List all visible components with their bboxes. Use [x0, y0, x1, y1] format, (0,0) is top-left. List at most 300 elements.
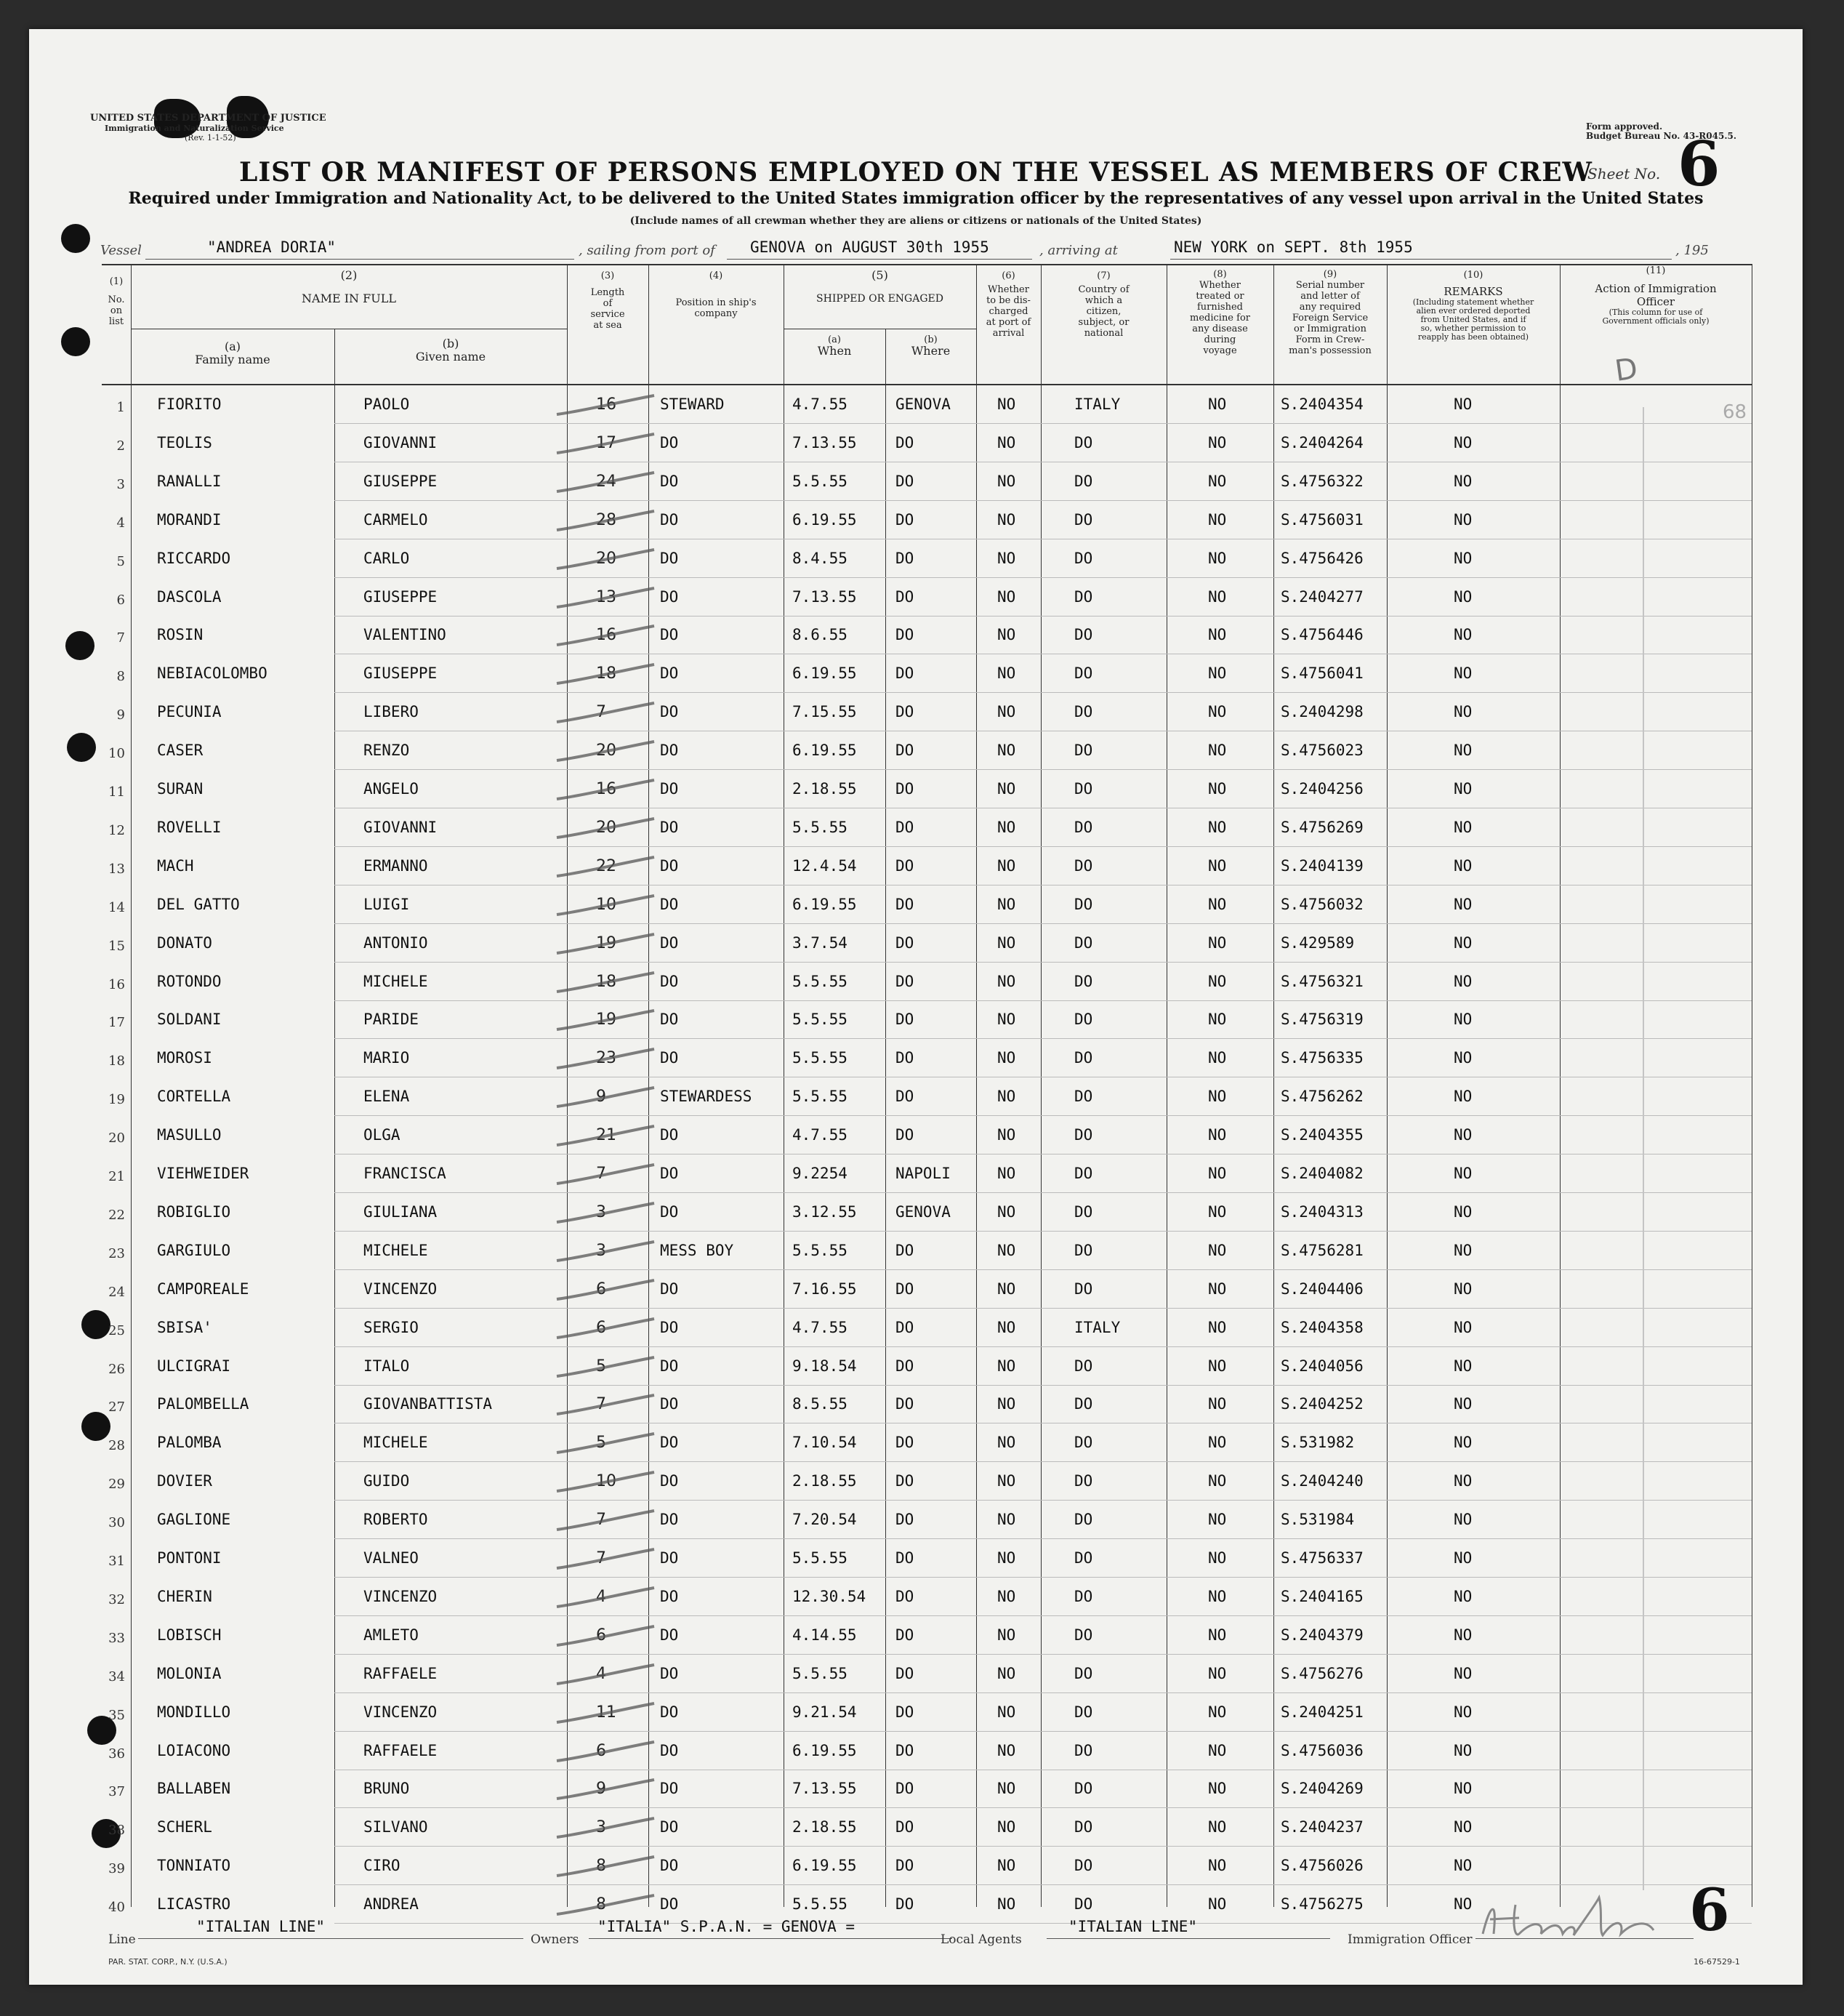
cell-length: 3	[596, 1818, 606, 1837]
manifest-page	[29, 29, 1803, 1985]
cell-position: DO	[660, 1895, 679, 1913]
table-row	[29, 1770, 1803, 1808]
vessel-label: Vessel	[100, 243, 142, 258]
cell-country: DO	[1074, 780, 1093, 798]
cell-discharge: NO	[997, 933, 1016, 952]
cell-serial: S.4756281	[1281, 1241, 1364, 1259]
cell-treated: NO	[1208, 818, 1227, 836]
cell-length: 9	[596, 1780, 606, 1799]
cell-remarks: NO	[1454, 626, 1473, 644]
cell-position: DO	[660, 1472, 679, 1490]
cell-treated: NO	[1208, 1626, 1227, 1644]
cell-given: LIBERO	[363, 703, 419, 721]
cell-when: 5.5.55	[792, 1241, 847, 1259]
cell-where: DO	[895, 856, 914, 875]
cell-where: DO	[895, 587, 914, 606]
cell-family: MONDILLO	[157, 1703, 231, 1721]
table-row	[29, 885, 1803, 924]
cell-where: DO	[895, 818, 914, 836]
cell-given: RAFFAELE	[363, 1664, 438, 1682]
cell-where: DO	[895, 780, 914, 798]
cell-family: VIEHWEIDER	[157, 1165, 249, 1182]
cell-when: 6.19.55	[792, 742, 857, 760]
table-row	[29, 847, 1803, 885]
cell-discharge: NO	[997, 1318, 1016, 1336]
cell-country: DO	[1074, 1857, 1093, 1875]
col-header-line: (2)	[340, 268, 358, 282]
cell-given: SILVANO	[363, 1818, 428, 1836]
cell-country: DO	[1074, 1088, 1093, 1106]
cell-country: ITALY	[1074, 395, 1121, 413]
cell-given: GIOVANNI	[363, 433, 438, 451]
cell-when: 7.13.55	[792, 433, 857, 451]
cell-family: BALLABEN	[157, 1780, 231, 1798]
cell-serial: S.2404355	[1281, 1126, 1364, 1144]
row-number: 24	[108, 1284, 125, 1300]
cell-serial: S.4756026	[1281, 1857, 1364, 1875]
cell-country: DO	[1074, 626, 1093, 644]
cell-position: DO	[660, 1818, 679, 1836]
bottom-sheet-number: 6	[1689, 1876, 1730, 1944]
cell-family: MACH	[157, 856, 194, 875]
row-number: 23	[108, 1245, 125, 1261]
cell-treated: NO	[1208, 1241, 1227, 1259]
cell-family: MOROSI	[157, 1049, 212, 1067]
cell-family: ROTONDO	[157, 972, 222, 990]
row-number: 39	[108, 1861, 125, 1877]
cell-where: DO	[895, 1857, 914, 1875]
table-row	[29, 770, 1803, 808]
table-row	[29, 1693, 1803, 1732]
cell-given: ERMANNO	[363, 856, 428, 875]
col-header-line: No.	[108, 294, 125, 305]
cell-length: 6	[596, 1318, 606, 1337]
table-row	[29, 1193, 1803, 1232]
cell-treated: NO	[1208, 1472, 1227, 1490]
cell-treated: NO	[1208, 1165, 1227, 1182]
cell-length: 10	[596, 1472, 616, 1491]
cell-length: 4	[596, 1587, 606, 1606]
cell-remarks: NO	[1454, 395, 1473, 413]
cell-remarks: NO	[1454, 1088, 1473, 1106]
cell-treated: NO	[1208, 780, 1227, 798]
cell-where: DO	[895, 1088, 914, 1106]
cell-treated: NO	[1208, 1049, 1227, 1067]
table-top-rule	[102, 264, 1752, 265]
cell-serial: S.4756041	[1281, 664, 1364, 683]
cell-family: ROSIN	[157, 626, 204, 644]
cell-treated: NO	[1208, 703, 1227, 721]
row-number: 37	[108, 1784, 125, 1800]
cell-where: DO	[895, 972, 914, 990]
cell-when: 6.19.55	[792, 664, 857, 683]
cell-discharge: NO	[997, 1165, 1016, 1182]
table-row	[29, 1039, 1803, 1077]
cell-position: DO	[660, 1626, 679, 1644]
cell-remarks: NO	[1454, 1241, 1473, 1259]
cell-treated: NO	[1208, 433, 1227, 451]
table-row	[29, 1808, 1803, 1847]
cell-country: DO	[1074, 895, 1093, 913]
cell-country: DO	[1074, 510, 1093, 529]
cell-position: DO	[660, 1741, 679, 1759]
cell-when: 3.12.55	[792, 1202, 857, 1221]
cell-family: NEBIACOLOMBO	[157, 664, 267, 683]
table-row	[29, 1232, 1803, 1270]
col-header-line: during	[1204, 334, 1236, 345]
cell-length: 10	[596, 895, 616, 914]
table-row	[29, 424, 1803, 462]
cell-length: 6	[596, 1626, 606, 1644]
cell-when: 5.5.55	[792, 1011, 847, 1029]
cell-given: ROBERTO	[363, 1511, 428, 1529]
cell-family: TEOLIS	[157, 433, 212, 451]
cell-length: 28	[596, 510, 616, 529]
cell-treated: NO	[1208, 1664, 1227, 1682]
cell-position: DO	[660, 1165, 679, 1182]
cell-given: ANTONIO	[363, 933, 428, 952]
row-number: 31	[108, 1554, 125, 1569]
cell-where: DO	[895, 703, 914, 721]
col-header-line: SHIPPED OR ENGAGED	[816, 293, 943, 305]
row-number: 9	[116, 707, 125, 723]
cell-when: 7.13.55	[792, 1780, 857, 1798]
col-header-line: arrival	[992, 328, 1025, 339]
cell-when: 6.19.55	[792, 510, 857, 529]
cell-discharge: NO	[997, 972, 1016, 990]
cell-length: 11	[596, 1703, 616, 1722]
col-header-treated	[1167, 269, 1273, 356]
cell-country: DO	[1074, 433, 1093, 451]
cell-when: 5.5.55	[792, 1549, 847, 1567]
cell-country: DO	[1074, 933, 1093, 952]
cell-remarks: NO	[1454, 1049, 1473, 1067]
cell-position: DO	[660, 510, 679, 529]
cell-remarks: NO	[1454, 1318, 1473, 1336]
cell-treated: NO	[1208, 510, 1227, 529]
cell-serial: S.4756426	[1281, 549, 1364, 567]
cell-position: DO	[660, 818, 679, 836]
cell-where: DO	[895, 933, 914, 952]
cell-treated: NO	[1208, 1280, 1227, 1298]
cell-length: 8	[596, 1895, 606, 1914]
cell-given: GIUSEPPE	[363, 472, 438, 490]
table-row	[29, 808, 1803, 847]
cell-family: PECUNIA	[157, 703, 222, 721]
table-row	[29, 963, 1803, 1001]
col-header-line: list	[108, 316, 124, 327]
cell-treated: NO	[1208, 1088, 1227, 1106]
cell-treated: NO	[1208, 856, 1227, 875]
cell-when: 3.7.54	[792, 933, 847, 952]
col-header-line: and letter of	[1300, 291, 1360, 302]
cell-given: GIULIANA	[363, 1202, 438, 1221]
cell-position: DO	[660, 1357, 679, 1375]
cell-discharge: NO	[997, 664, 1016, 683]
cell-serial: S.2404269	[1281, 1780, 1364, 1798]
row-number: 21	[108, 1169, 125, 1184]
cell-where: DO	[895, 1280, 914, 1298]
col-header-line: (Including statement whether	[1412, 297, 1534, 307]
table-row	[29, 1616, 1803, 1655]
col-header-line: Serial number	[1295, 280, 1365, 291]
col-header-line: voyage	[1203, 345, 1237, 356]
col-header-line: REMARKS	[1444, 285, 1503, 298]
cell-position: DO	[660, 1202, 679, 1221]
cell-given: MICHELE	[363, 1434, 428, 1452]
form-approved-line-1: Form approved.	[1586, 121, 1663, 132]
cell-discharge: NO	[997, 742, 1016, 760]
cell-given: GIOVANNI	[363, 818, 438, 836]
cell-treated: NO	[1208, 1549, 1227, 1567]
cell-serial: S.531984	[1281, 1511, 1355, 1529]
cell-when: 4.7.55	[792, 395, 847, 413]
cell-position: DO	[660, 1664, 679, 1682]
cell-discharge: NO	[997, 1088, 1016, 1106]
cell-treated: NO	[1208, 664, 1227, 683]
cell-serial: S.2404354	[1281, 395, 1364, 413]
page-title: LIST OR MANIFEST OF PERSONS EMPLOYED ON THE VESSEL AS MEMBERS OF CREW	[239, 157, 1593, 188]
cell-when: 2.18.55	[792, 780, 857, 798]
cell-country: DO	[1074, 1011, 1093, 1029]
footer-agents-value: "ITALIAN LINE"	[1068, 1918, 1198, 1935]
cell-discharge: NO	[997, 510, 1016, 529]
row-number: 4	[116, 515, 125, 531]
cell-country: DO	[1074, 1395, 1093, 1413]
footer-line-label: Line	[108, 1932, 136, 1947]
cell-family: MASULLO	[157, 1126, 222, 1144]
cell-country: DO	[1074, 1357, 1093, 1375]
row-number: 16	[108, 976, 125, 992]
cell-when: 8.6.55	[792, 626, 847, 644]
cell-country: DO	[1074, 1626, 1093, 1644]
cell-serial: S.4756322	[1281, 472, 1364, 490]
cell-where: DO	[895, 1357, 914, 1375]
cell-country: DO	[1074, 1818, 1093, 1836]
cell-treated: NO	[1208, 395, 1227, 413]
cell-serial: S.4756446	[1281, 626, 1364, 644]
vessel-name: "ANDREA DORIA"	[207, 238, 337, 256]
cell-position: DO	[660, 1280, 679, 1298]
table-row	[29, 1501, 1803, 1539]
cell-given: BRUNO	[363, 1780, 410, 1798]
cell-treated: NO	[1208, 972, 1227, 990]
col-header-line: which a	[1084, 295, 1123, 306]
cell-length: 4	[596, 1664, 606, 1683]
cell-position: DO	[660, 1549, 679, 1567]
cell-treated: NO	[1208, 1318, 1227, 1336]
cell-country: DO	[1074, 1165, 1093, 1182]
cell-serial: S.4756032	[1281, 895, 1364, 913]
cell-treated: NO	[1208, 549, 1227, 567]
col-header-line: (a)	[828, 334, 841, 345]
cell-when: 2.18.55	[792, 1818, 857, 1836]
cell-serial: S.429589	[1281, 933, 1355, 952]
col-header-line: Family name	[195, 353, 270, 366]
cell-where: DO	[895, 549, 914, 567]
row-number: 2	[116, 438, 125, 454]
cell-where: DO	[895, 1703, 914, 1721]
cell-country: DO	[1074, 1472, 1093, 1490]
underline	[727, 259, 1032, 260]
cell-when: 9.2254	[792, 1165, 847, 1182]
cell-treated: NO	[1208, 1741, 1227, 1759]
cell-treated: NO	[1208, 472, 1227, 490]
cell-when: 5.5.55	[792, 1895, 847, 1913]
underline	[1047, 1938, 1330, 1939]
table-row	[29, 1462, 1803, 1501]
cell-given: MICHELE	[363, 972, 428, 990]
cell-discharge: NO	[997, 1472, 1016, 1490]
footer-owners-label: Owners	[531, 1932, 579, 1947]
col-header-line: any required	[1299, 302, 1361, 313]
cell-treated: NO	[1208, 895, 1227, 913]
col-header-line: from United States, and if	[1420, 315, 1526, 324]
cell-position: DO	[660, 933, 679, 952]
cell-remarks: NO	[1454, 1357, 1473, 1375]
cell-when: 2.18.55	[792, 1472, 857, 1490]
cell-position: DO	[660, 1780, 679, 1798]
cell-discharge: NO	[997, 1357, 1016, 1375]
table-row	[29, 1000, 1803, 1039]
row-number: 32	[108, 1591, 125, 1607]
col-header-line: alien ever ordered deported	[1416, 306, 1531, 316]
cell-given: SERGIO	[363, 1318, 419, 1336]
row-number: 6	[116, 592, 125, 608]
cell-where: DO	[895, 626, 914, 644]
cell-family: SOLDANI	[157, 1011, 222, 1029]
cell-remarks: NO	[1454, 1664, 1473, 1682]
cell-length: 6	[596, 1741, 606, 1760]
col-header-line: (3)	[600, 270, 615, 281]
col-header-line: Whether	[988, 284, 1029, 295]
row-number: 10	[108, 746, 125, 762]
cell-serial: S.4756319	[1281, 1011, 1364, 1029]
col-header-line: Country of	[1078, 284, 1130, 295]
cell-given: AMLETO	[363, 1626, 419, 1644]
cell-serial: S.2404165	[1281, 1587, 1364, 1605]
cell-country: DO	[1074, 1895, 1093, 1913]
cell-when: 5.5.55	[792, 818, 847, 836]
cell-discharge: NO	[997, 549, 1016, 567]
cell-treated: NO	[1208, 1357, 1227, 1375]
cell-length: 3	[596, 1241, 606, 1260]
col-header-line: any disease	[1192, 324, 1248, 334]
cell-when: 8.5.55	[792, 1395, 847, 1413]
cell-country: DO	[1074, 472, 1093, 490]
cell-treated: NO	[1208, 1434, 1227, 1452]
cell-family: DEL GATTO	[157, 895, 240, 913]
cell-length: 17	[596, 433, 616, 452]
table-row	[29, 1270, 1803, 1309]
cell-length: 5	[596, 1357, 606, 1376]
cell-given: PARIDE	[363, 1011, 419, 1029]
table-row	[29, 654, 1803, 693]
pencil-margin-line	[1643, 407, 1644, 1890]
table-row	[29, 1539, 1803, 1578]
table-row	[29, 1116, 1803, 1154]
cell-where: DO	[895, 1626, 914, 1644]
year-label: , 195	[1675, 243, 1709, 258]
cell-position: DO	[660, 1011, 679, 1029]
cell-given: ANGELO	[363, 780, 419, 798]
col-header-country	[1041, 270, 1167, 339]
col-header-line: furnished	[1197, 302, 1243, 313]
cell-serial: S.4756036	[1281, 1741, 1364, 1759]
cell-when: 6.19.55	[792, 1741, 857, 1759]
cell-family: LICASTRO	[157, 1895, 231, 1913]
cell-country: DO	[1074, 1587, 1093, 1605]
cell-length: 6	[596, 1280, 606, 1298]
cell-where: DO	[895, 1126, 914, 1144]
cell-length: 7	[596, 703, 606, 722]
col-header-line: (b)	[442, 337, 459, 350]
cell-discharge: NO	[997, 1703, 1016, 1721]
cell-length: 5	[596, 1434, 606, 1453]
sailing-port: GENOVA on AUGUST 30th 1955	[750, 238, 989, 256]
cell-discharge: NO	[997, 818, 1016, 836]
cell-position: DO	[660, 742, 679, 760]
col-header-line: subject, or	[1078, 317, 1130, 328]
cell-serial: S.2404056	[1281, 1357, 1364, 1375]
cell-remarks: NO	[1454, 664, 1473, 683]
row-number: 30	[108, 1515, 125, 1531]
cell-given: CIRO	[363, 1857, 400, 1875]
cell-where: DO	[895, 1241, 914, 1259]
cell-family: PALOMBA	[157, 1434, 222, 1452]
table-row	[29, 1385, 1803, 1423]
cell-position: DO	[660, 433, 679, 451]
cell-when: 5.5.55	[792, 972, 847, 990]
cell-serial: S.2404252	[1281, 1395, 1364, 1413]
cell-where: DO	[895, 1587, 914, 1605]
col-header-line: citizen,	[1086, 306, 1122, 317]
cell-serial: S.4756335	[1281, 1049, 1364, 1067]
cell-when: 8.4.55	[792, 549, 847, 567]
col-header-line: (5)	[871, 268, 888, 282]
cell-given: RENZO	[363, 742, 410, 760]
cell-given: VINCENZO	[363, 1280, 438, 1298]
cell-where: DO	[895, 1549, 914, 1567]
cell-position: DO	[660, 1434, 679, 1452]
cell-country: DO	[1074, 1434, 1093, 1452]
col-header-family	[131, 340, 334, 366]
cell-given: VALENTINO	[363, 626, 446, 644]
cell-country: DO	[1074, 818, 1093, 836]
cell-length: 8	[596, 1857, 606, 1876]
cell-treated: NO	[1208, 933, 1227, 952]
col-header-line: Length	[590, 287, 625, 298]
cell-length: 7	[596, 1165, 606, 1183]
table-row	[29, 1309, 1803, 1347]
cell-discharge: NO	[997, 703, 1016, 721]
cell-country: DO	[1074, 1780, 1093, 1798]
cell-given: CARLO	[363, 549, 410, 567]
agency-line-3: (Rev. 1-1-52)	[185, 133, 236, 142]
col-header-position	[648, 270, 784, 319]
cell-length: 16	[596, 626, 616, 645]
cell-position: STEWARDESS	[660, 1088, 752, 1106]
cell-country: DO	[1074, 549, 1093, 567]
cell-position: DO	[660, 856, 679, 875]
cell-remarks: NO	[1454, 1626, 1473, 1644]
col-header-line: Foreign Service	[1292, 313, 1369, 324]
cell-remarks: NO	[1454, 1395, 1473, 1413]
cell-discharge: NO	[997, 1857, 1016, 1875]
cell-position: DO	[660, 1126, 679, 1144]
cell-country: DO	[1074, 972, 1093, 990]
cell-treated: NO	[1208, 1395, 1227, 1413]
